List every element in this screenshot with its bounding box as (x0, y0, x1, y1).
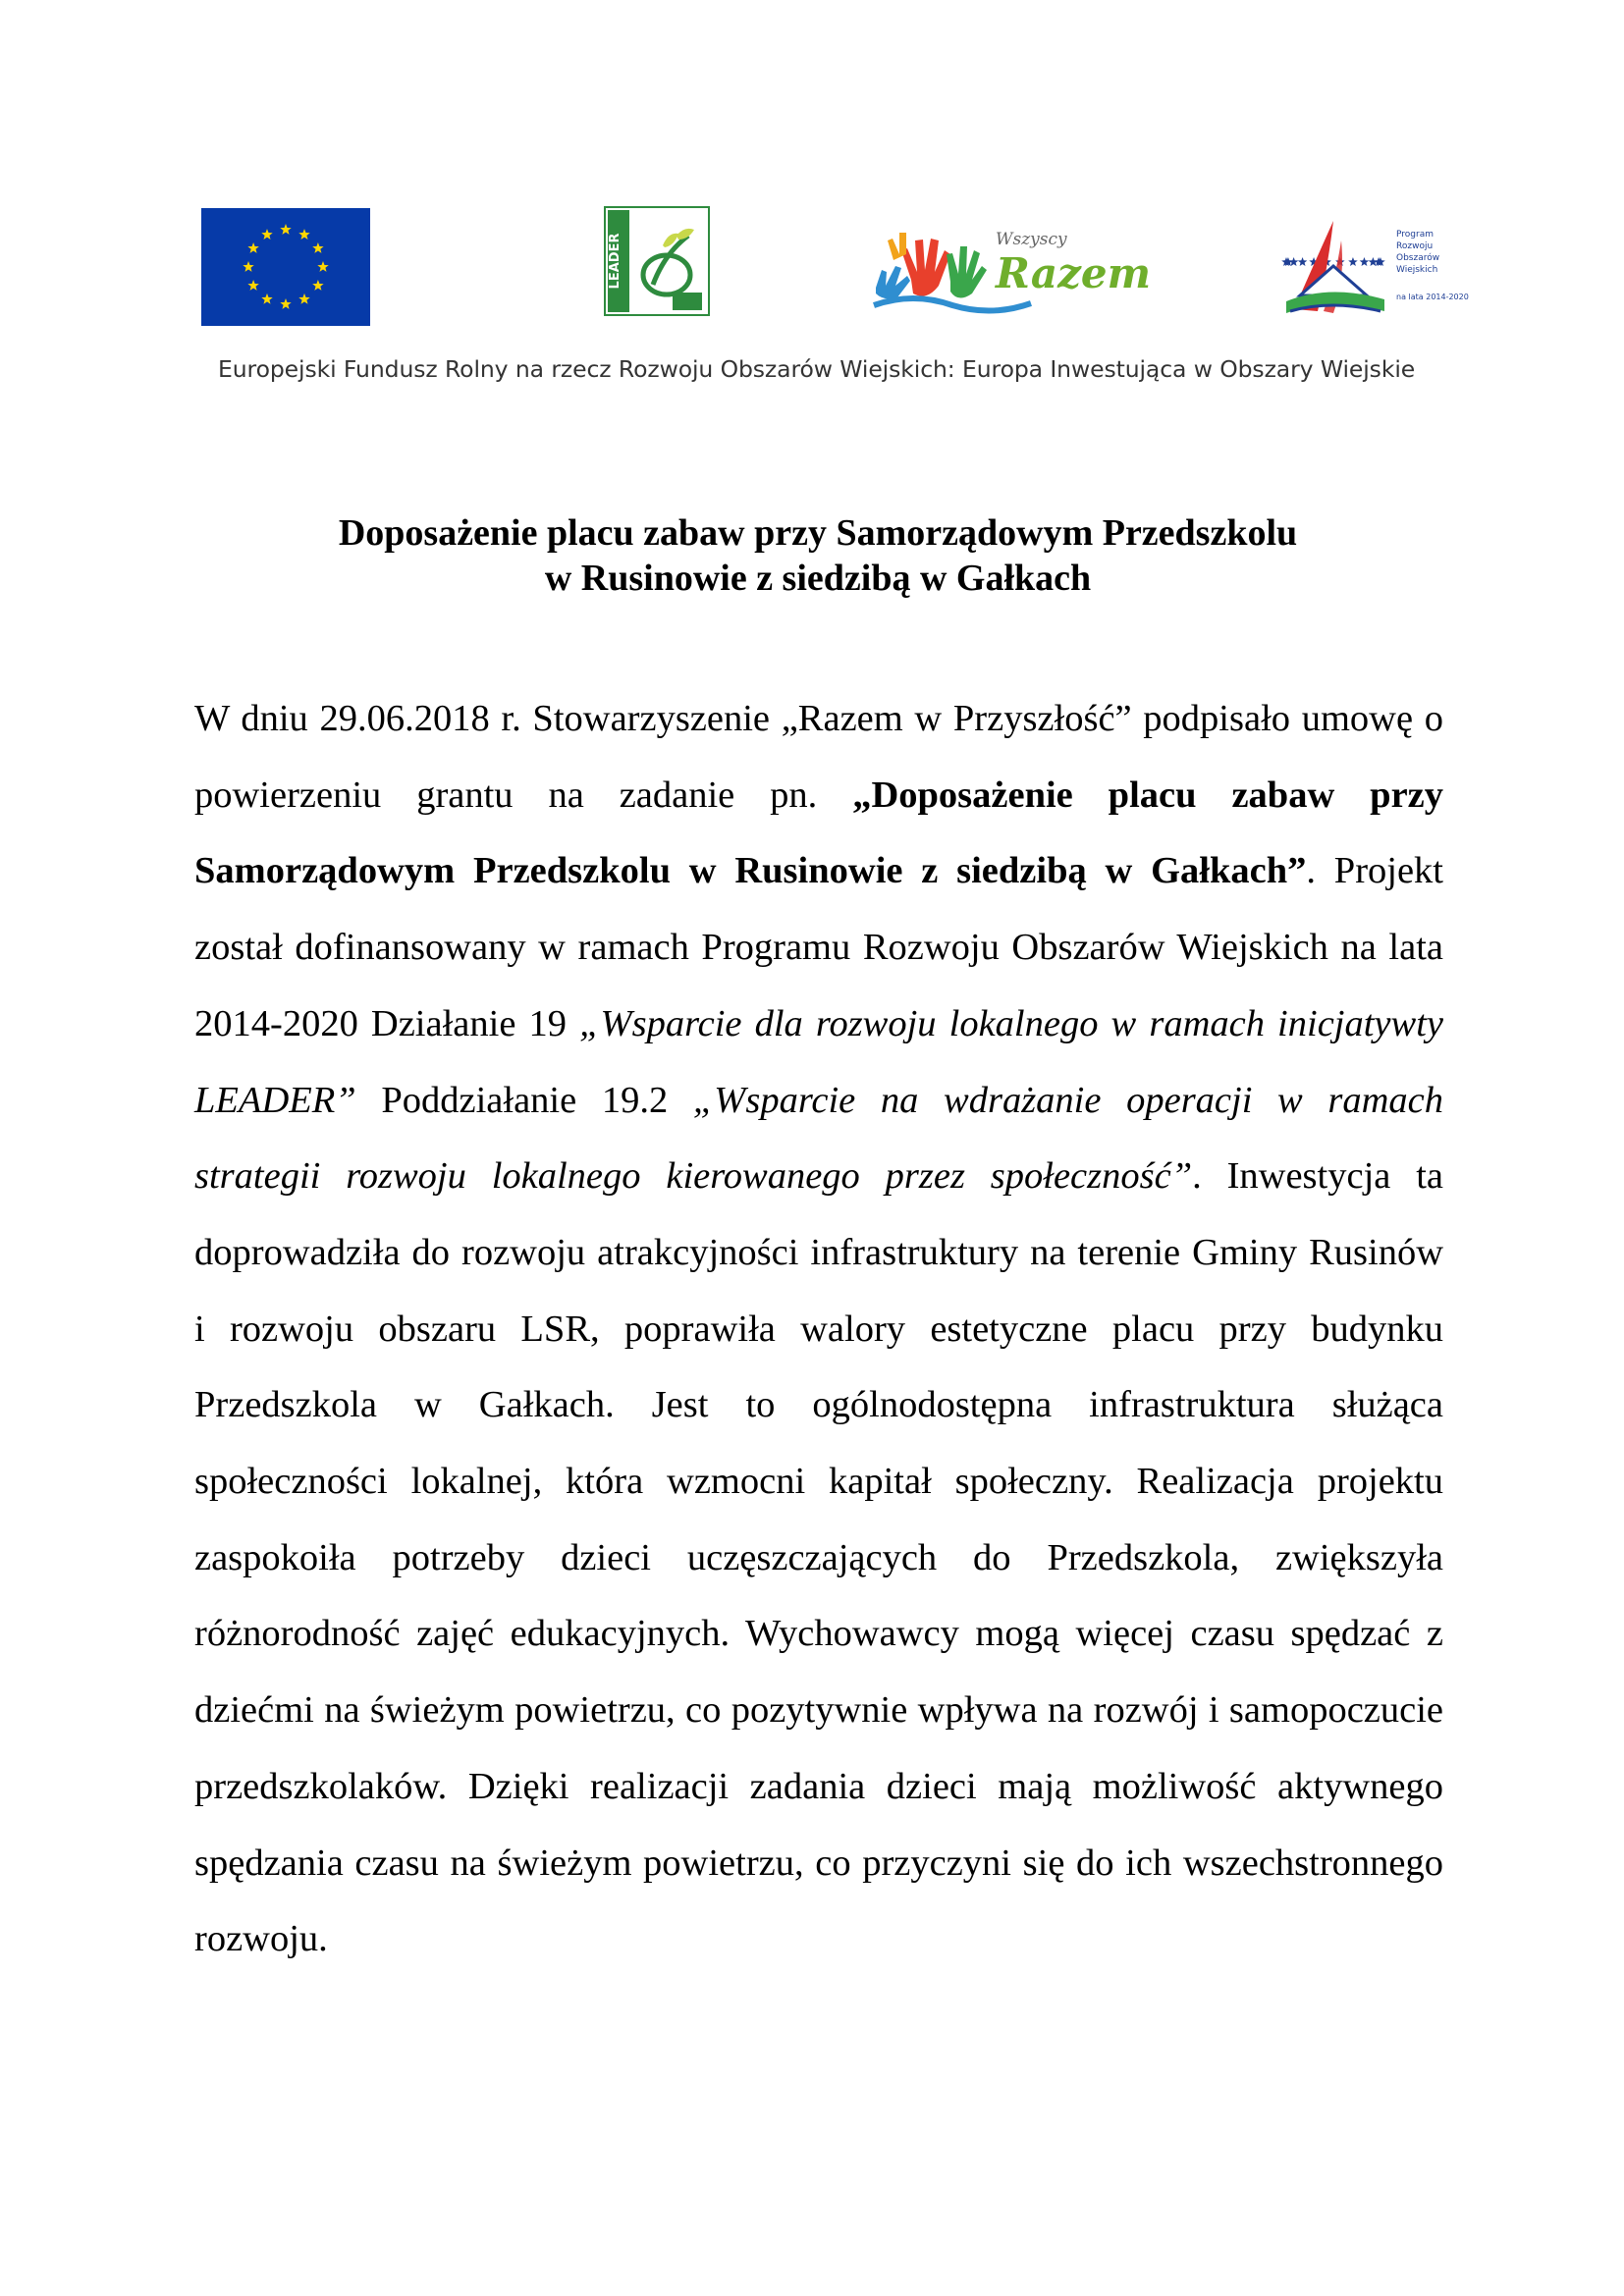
leader-logo (604, 206, 710, 316)
body-text-project-name: „Doposażenie placu zabaw przy Samorządowym Przedszkolu w Rusinowie z siedzibą w Gałkach” (194, 774, 1443, 892)
razem-logo-small-text: Wszyscy (996, 230, 1067, 249)
prow-logo-line-1: Program (1396, 230, 1434, 240)
body-text-action-name: „Wsparcie dla rozwoju lokalnego w ramach inicjatywty LEADER” (194, 1002, 1443, 1121)
document-title (194, 510, 1441, 601)
fund-caption: Europejski Fundusz Rolny na rzecz Rozwoju Obszarów Wiejskich: Europa Inwestująca w Obszary Wiejskie (218, 355, 1416, 383)
prow-star-icon (1298, 257, 1308, 266)
body-text-part-7: . Inwestycja ta doprowadziła do rozwoju atrakcyjności infrastruktury na terenie Gminy Rusinów i rozwoju obszaru LSR, poprawiła walory estetyczne placu przy budynku Przedszkola w Gałkach. Jest to ogólnodostępna infrastruktura służąca społeczności lokalnej, która wzmocni kapitał społeczny. Realizacja projektu zaspokoiła potrzeby dzieci uczęszczających do Przedszkola, zwiększyła różnorodność zajęć edukacyjnych. Wychowawcy mogą więcej czasu spędzać z dziećmi na świeżym powietrzu, co pozytywnie wpływa na rozwój i samopoczucie przedszkolaków. Dzięki realizacji zadania dzieci mają możliwość aktywnego spędzania czasu na świeżym powietrzu, co przyczyni się do ich wszechstronnego rozwoju. (194, 1155, 1443, 1960)
eu-flag-logo (201, 208, 370, 326)
document-title-line-1: Doposażenie placu zabaw przy Samorządowym Przedszkolu (338, 512, 1298, 554)
logo-strip (201, 206, 1469, 329)
body-text-part-5: Poddziałanie 19.2 (355, 1079, 693, 1121)
prow-logo-line-2: Rozwoju (1396, 241, 1434, 251)
prow-logo-line-5: na lata 2014-2020 (1396, 293, 1469, 301)
document-body (194, 681, 1443, 1978)
leader-logo-text: LEADER (608, 233, 623, 290)
body-text-part-3: . Projekt został dofinansowany w ramach Programu Rozwoju Obszarów Wiejskich na lata 2014-2020 Działanie 19 (194, 850, 1443, 1044)
document-title-line-2: w Rusinowie z siedzibą w Gałkach (544, 558, 1092, 599)
razem-logo-big-text: Razem (996, 249, 1152, 297)
body-text-part-1: W dniu 29.06.2018 r. Stowarzyszenie „Razem w Przyszłość” podpisało umowę o powierzeniu grantu na zadanie pn. (194, 698, 1443, 816)
prow-logo (1276, 201, 1469, 324)
razem-logo (874, 211, 1152, 319)
prow-star-icon (1348, 257, 1358, 266)
body-text-subaction-name: „Wsparcie na wdrażanie operacji w ramach strategii rozwoju lokalnego kierowanego przez społeczność” (194, 1079, 1443, 1198)
prow-logo-line-3: Obszarów (1396, 253, 1440, 263)
prow-logo-line-4: Wiejskich (1396, 265, 1438, 275)
prow-star-icon (1360, 257, 1370, 266)
